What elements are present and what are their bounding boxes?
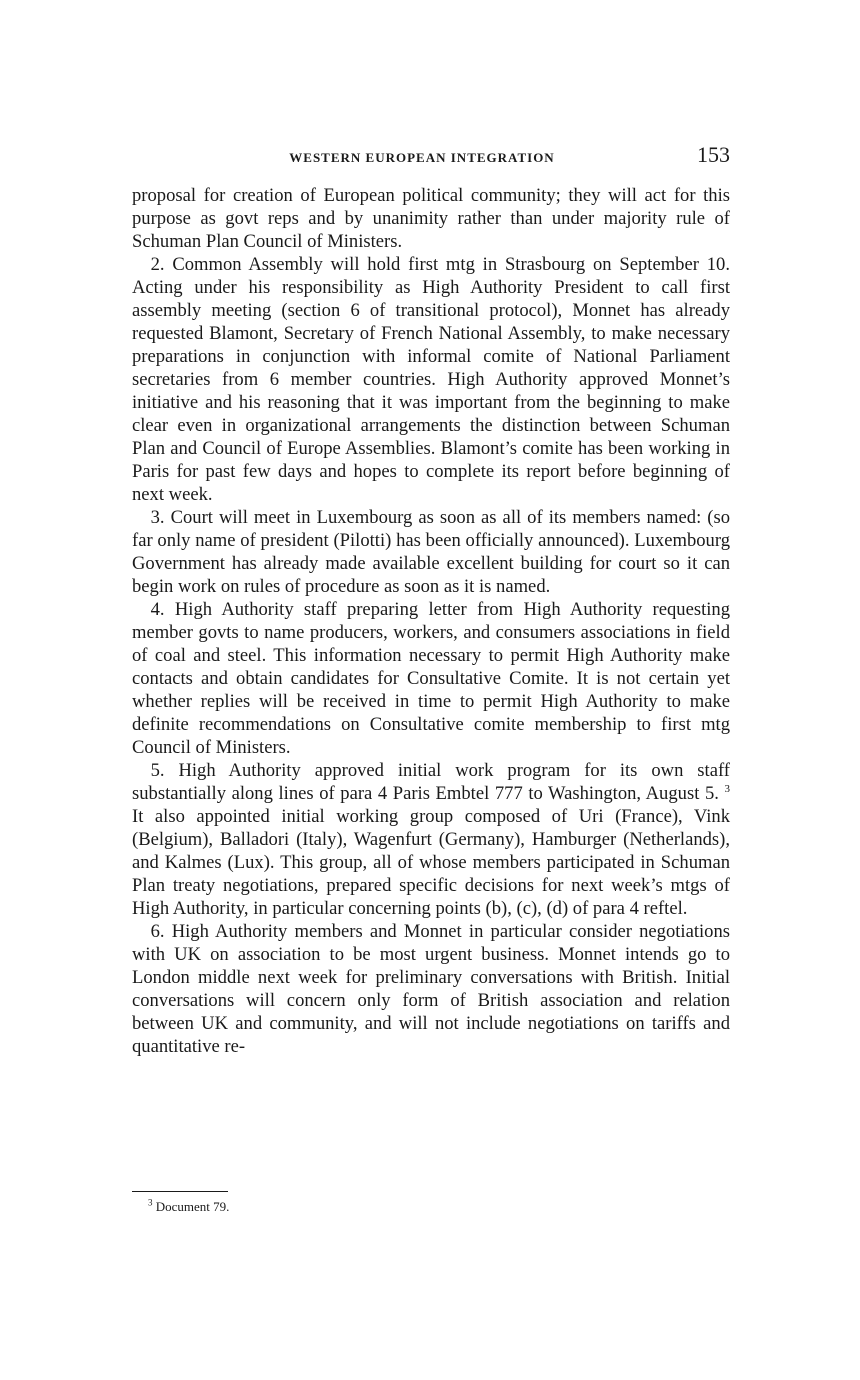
- footnote-reference: 3: [724, 782, 731, 795]
- paragraph-5: [132, 759, 730, 920]
- paragraph-6: 6. High Authority members and Monnet in particular consider negotiations with UK on association to be most urgent business. Monnet intends go to London middle next week for preliminary conversations with British. Initial conversations will concern only form of British association and relation between UK and community, and will not include negotiations on tariffs and quantitative re-: [132, 921, 730, 1057]
- running-title: WESTERN EUROPEAN INTEGRATION: [289, 150, 555, 165]
- paragraph-4: 4. High Authority staff preparing letter from High Authority requesting member govts to name producers, workers, and consumers associations in field of coal and steel. This information necessary to permit High Authority make contacts and obtain candidates for Consultative Comite. It is not certain yet whether replies will be received in time to permit High Authority to make definite recommendations on Consultative comite membership to first mtg Council of Ministers.: [132, 599, 730, 758]
- footnote-mark: 3: [148, 1197, 153, 1208]
- paragraph-2: 2. Common Assembly will hold first mtg in Strasbourg on September 10. Acting under his responsibility as High Authority President to call first assembly meeting (section 6 of transitional protocol), Monnet has already requested Blamont, Secretary of French National Assembly, to make necessary preparations in conjunction with informal comite of National Parliament secretaries from 6 member countries. High Authority approved Monnet’s initiative and his reasoning that it was important from the beginning to make clear even in organizational arrangements the distinction between Schuman Plan and Council of Europe Assemblies. Blamont’s comite has been working in Paris for past few days and hopes to complete its report before beginning of next week.: [132, 254, 730, 505]
- paragraph-5-text-start: 5. High Authority approved initial work program for its own staff substantially along lines of para 4 Paris Embtel 777 to Washington, August 5.: [132, 760, 730, 804]
- page-number: 153: [697, 142, 730, 167]
- footnote-text: Document 79.: [155, 1199, 230, 1214]
- body-text: [132, 184, 730, 1058]
- paragraph-continuation: proposal for creation of European political community; they will act for this purpose as govt reps and by unanimity rather than under majority rule of Schuman Plan Council of Ministers.: [132, 185, 730, 252]
- footnote-divider: [132, 1191, 228, 1192]
- footnote: [148, 1199, 229, 1215]
- paragraph-5-text-end: It also appointed initial working group composed of Uri (France), Vink (Belgium), Balladori (Italy), Wagenfurt (Germany), Hamburger (Netherlands), and Kalmes (Lux). This group, all of whose members participated in Schuman Plan treaty negotiations, prepared specific decisions for next week’s mtgs of High Authority, in particular concerning points (b), (c), (d) of para 4 reftel.: [132, 806, 730, 919]
- running-header: [132, 138, 732, 170]
- paragraph-3: 3. Court will meet in Luxembourg as soon as all of its members named: (so far only name of president (Pilotti) has been officially announced). Luxembourg Government has already made available excellent building for court so it can begin work on rules of procedure as soon as it is named.: [132, 507, 730, 597]
